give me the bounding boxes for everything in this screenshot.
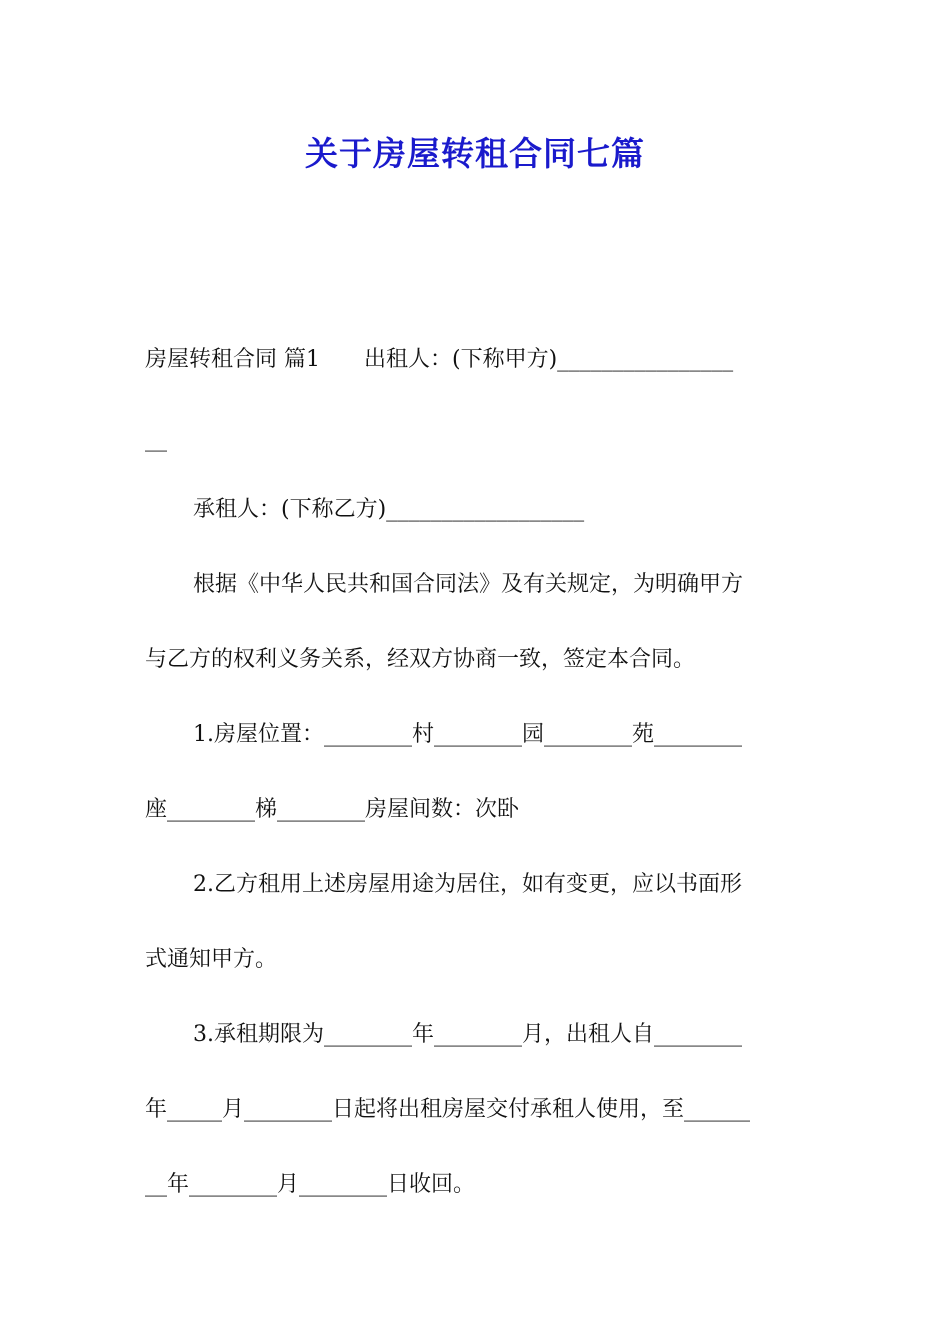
clause-1-line-1: 1.房屋位置：________村________园________苑________ [193,722,742,747]
clause-2-line-2: 式通知甲方。 [145,947,278,972]
clause-1-line-2: 座________梯________房屋间数：次卧 [145,797,520,822]
document-title: 关于房屋转租合同七篇 [305,134,645,173]
preamble-line-2: 与乙方的权利义务关系，经双方协商一致，签定本合同。 [145,647,696,672]
clause-3-line-3: __年________月________日收回。 [145,1172,476,1197]
clause-3-line-2: 年_____月________日起将出租房屋交付承租人使用，至______ [145,1097,751,1122]
contract-heading-line: 房屋转租合同 篇1 出租人：(下称甲方)________________ [145,347,734,372]
clause-3-line-1: 3.承租期限为________年________月，出租人自________ [193,1022,742,1047]
preamble-line-1: 根据《中华人民共和国合同法》及有关规定，为明确甲方 [193,572,744,597]
lessee-line: 承租人：(下称乙方)__________________ [193,497,585,522]
clause-2-line-1: 2.乙方租用上述房屋用途为居住，如有变更，应以书面形 [193,872,742,897]
lessor-blank-continuation: __ [145,427,167,452]
